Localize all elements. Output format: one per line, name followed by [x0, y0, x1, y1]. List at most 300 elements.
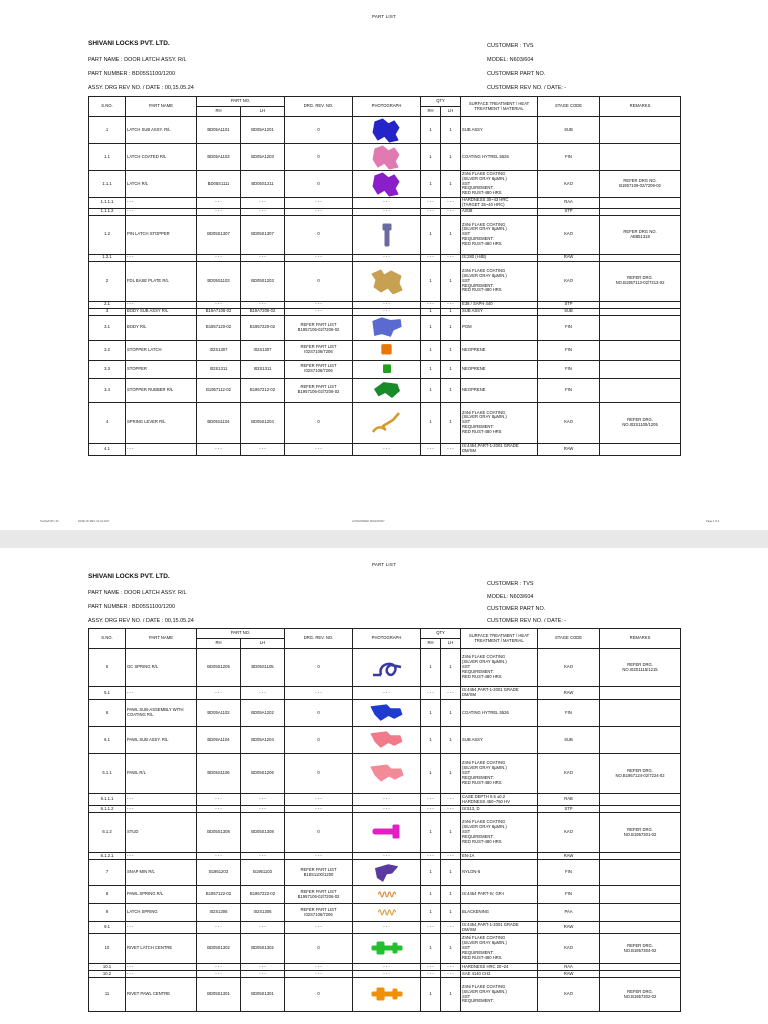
cell-part-no-lh: BD05S1308 — [241, 813, 285, 853]
cell-stage-code: FIN — [538, 340, 600, 360]
cell-part-name: - - - — [126, 794, 197, 806]
cell-photograph — [353, 978, 421, 1012]
cell-part-no-lh: BD05S1301 — [241, 978, 285, 1012]
cell-surface-treatment: IS:4454,PART-1-2001 GRADE DM/SM — [461, 687, 538, 700]
cell-part-no-lh: - - - — [241, 687, 285, 700]
part-photo-image — [374, 341, 399, 359]
cell-sno: 10 — [89, 934, 126, 964]
cell-surface-treatment: IS:513, D — [461, 806, 538, 813]
cell-part-no-rh: BD05A1103 — [197, 144, 241, 171]
cell-stage-code: RAW — [538, 922, 600, 934]
header-rh: RH — [197, 107, 241, 117]
cell-remarks — [600, 315, 681, 340]
cell-stage-code: KAO — [538, 978, 600, 1012]
cell-sno: 6.1.2 — [89, 813, 126, 853]
footer-rev-date: DATE OF REV: 01.01.2017 — [78, 520, 110, 523]
cell-sno: 1.1.1.2 — [89, 208, 126, 215]
header-part-name: PART NAME — [126, 629, 197, 649]
cell-stage-code: KAO — [538, 754, 600, 794]
cell-stage-code: KAO — [538, 402, 600, 443]
cell-drg-rev: - - - — [285, 794, 353, 806]
cell-part-no-rh: BD05S1302 — [197, 934, 241, 964]
cell-part-no-rh: B1951203 — [197, 860, 241, 886]
cell-qty-rh: 1 — [421, 378, 441, 402]
cell-part-name: LATCH COATED R/L — [126, 144, 197, 171]
page-2 — [0, 548, 768, 1024]
table-row — [89, 700, 681, 727]
cell-qty-lh: - - - — [441, 198, 461, 209]
cell-qty-rh: - - - — [421, 853, 441, 860]
cell-sno: 9.1 — [89, 922, 126, 934]
cell-part-no-rh: BD05S1308 — [197, 813, 241, 853]
cell-part-no-rh: - - - — [197, 806, 241, 813]
cell-sno: 1.2.1 — [89, 254, 126, 261]
part-photo-image — [369, 820, 405, 846]
cell-remarks — [600, 208, 681, 215]
header-sno: S.NO. — [89, 629, 126, 649]
cell-photograph — [353, 144, 421, 171]
cell-qty-rh: - - - — [421, 964, 441, 971]
cell-part-no-lh: B1957220-02 — [241, 315, 285, 340]
cell-qty-rh: 1 — [421, 171, 441, 198]
header-part-no: PART NO. — [197, 97, 285, 107]
cell-part-no-rh: BD05A1101 — [197, 117, 241, 144]
part-photo-image — [369, 655, 405, 681]
cell-drg-rev: - - - — [285, 254, 353, 261]
cell-sno: 1 — [89, 117, 126, 144]
part-photo-image — [369, 410, 405, 436]
cell-stage-code: FIN — [538, 886, 600, 904]
cell-part-name: PAWL SPRING R/L — [126, 886, 197, 904]
cell-photograph — [353, 860, 421, 886]
cell-photograph — [353, 700, 421, 727]
cell-part-no-rh: B1957122-02 — [197, 886, 241, 904]
cell-surface-treatment: SUB ASSY — [461, 117, 538, 144]
cell-surface-treatment: ZnNi FLAKE COATING (SILVER GRAY 8µMIN.) SST REQUIREMENT: RED RUST-480 HRS — [461, 813, 538, 853]
cell-qty-lh: 1 — [441, 727, 461, 754]
cell-qty-lh: - - - — [441, 254, 461, 261]
cell-surface-treatment: POM — [461, 315, 538, 340]
cell-part-name: LATCH SUB ASSY. R/L — [126, 117, 197, 144]
cell-sno: 11 — [89, 978, 126, 1012]
cell-part-name: - - - — [126, 443, 197, 455]
cell-part-no-rh: I02S1311 — [197, 360, 241, 378]
cell-surface-treatment: E38 / SAPH 440 — [461, 301, 538, 308]
cell-sno: 5.1 — [89, 687, 126, 700]
table-row — [89, 171, 681, 198]
header-photograph: PHOTOGRAPH — [353, 629, 421, 649]
cell-part-no-lh: BD05S1307 — [241, 215, 285, 254]
cell-surface-treatment: ZnNi FLAKE COATING (SILVER GRAY 8µMIN.) SST REQUIREMENT: — [461, 978, 538, 1012]
cell-sno: 6 — [89, 700, 126, 727]
cell-photograph — [353, 649, 421, 687]
cell-surface-treatment: COATING HYTREL 5526 — [461, 144, 538, 171]
cell-qty-lh: 1 — [441, 978, 461, 1012]
table-row — [89, 853, 681, 860]
footer-signatory: AUTHORISED SIGNATORY — [352, 520, 385, 523]
table-row — [89, 315, 681, 340]
cell-drg-rev: 0 — [285, 261, 353, 301]
cell-part-name: RIVET LATCH CENTRE — [126, 934, 197, 964]
cell-photograph — [353, 378, 421, 402]
cell-part-name: - - - — [126, 971, 197, 978]
cell-qty-lh: 1 — [441, 813, 461, 853]
cell-part-name: - - - — [126, 922, 197, 934]
cell-remarks: REFER DRG NO. B1957109-02/7209-02 — [600, 171, 681, 198]
header-qty: QTY — [421, 97, 461, 107]
doc-title: PART LIST — [371, 14, 397, 19]
header-qty-rh: RH — [421, 107, 441, 117]
cell-remarks — [600, 727, 681, 754]
cell-part-no-rh: - - - — [197, 922, 241, 934]
cell-qty-lh: - - - — [441, 806, 461, 813]
customer: CUSTOMER : TVS — [487, 43, 534, 49]
cell-photograph: - - - — [353, 208, 421, 215]
cell-stage-code: KAO — [538, 934, 600, 964]
cell-stage-code: FIN — [538, 860, 600, 886]
cell-remarks: REFER DRG. NO.B1957113-02/7213-02 — [600, 261, 681, 301]
cell-photograph: - - - — [353, 964, 421, 971]
cell-drg-rev: - - - — [285, 853, 353, 860]
cell-qty-rh: - - - — [421, 254, 441, 261]
cell-sno: 4 — [89, 402, 126, 443]
cell-stage-code: RAW — [538, 443, 600, 455]
cell-drg-rev: - - - — [285, 208, 353, 215]
cell-sno: 6.1 — [89, 727, 126, 754]
cell-surface-treatment: IS:4454 PART-IV, GR-I — [461, 886, 538, 904]
part-name: PART NAME : DOOR LATCH ASSY. R/L — [88, 57, 187, 63]
table-row — [89, 254, 681, 261]
cell-photograph: - - - — [353, 806, 421, 813]
cell-part-no-lh: - - - — [241, 301, 285, 308]
header-lh: LH — [241, 639, 285, 649]
cell-stage-code: SUB — [538, 117, 600, 144]
cell-surface-treatment: IS:4454,PART-1-2001 GRADE DM/SM — [461, 443, 538, 455]
cell-stage-code: RAW — [538, 687, 600, 700]
cell-sno: 3.3 — [89, 360, 126, 378]
table-row — [89, 340, 681, 360]
company-name: SHIVANI LOCKS PVT. LTD. — [88, 573, 170, 580]
cell-surface-treatment: AISI8 — [461, 208, 538, 215]
cell-part-no-rh: - - - — [197, 794, 241, 806]
cell-stage-code: SUB — [538, 308, 600, 315]
cell-part-name: - - - — [126, 254, 197, 261]
table-row — [89, 754, 681, 794]
cell-surface-treatment: NEOPRENE — [461, 360, 538, 378]
table-row — [89, 308, 681, 315]
cell-qty-lh: - - - — [441, 443, 461, 455]
cell-sno: 8 — [89, 886, 126, 904]
cell-drg-rev: 0 — [285, 402, 353, 443]
table-row — [89, 402, 681, 443]
cell-surface-treatment: EN-1A — [461, 853, 538, 860]
cell-remarks — [600, 922, 681, 934]
cell-photograph — [353, 813, 421, 853]
part-photo-image — [369, 761, 405, 787]
table-row — [89, 886, 681, 904]
cell-surface-treatment: ZnNi FLAKE COATING (SILVER GRAY 8µMIN.) SST REQUIREMENT: RED RUST-480 HRS — [461, 934, 538, 964]
table-row — [89, 687, 681, 700]
cell-stage-code: RAW — [538, 853, 600, 860]
table-row — [89, 208, 681, 215]
model: MODEL: N603/604 — [487, 594, 534, 600]
cell-remarks — [600, 687, 681, 700]
header-sno: S.NO. — [89, 97, 126, 117]
cell-part-name: - - - — [126, 687, 197, 700]
cell-remarks — [600, 806, 681, 813]
table-row — [89, 215, 681, 254]
table-row — [89, 964, 681, 971]
header-drg-rev: DRG. REV. NO. — [285, 629, 353, 649]
cell-part-name: - - - — [126, 806, 197, 813]
cell-drg-rev: REFER PART LIST B1957106-02/7206-02 — [285, 378, 353, 402]
cell-qty-rh: 1 — [421, 754, 441, 794]
cell-part-no-lh: B1957222-02 — [241, 886, 285, 904]
table-row — [89, 922, 681, 934]
cell-remarks — [600, 904, 681, 922]
cell-qty-rh: 1 — [421, 360, 441, 378]
part-photo-image — [369, 728, 404, 753]
cell-part-no-lh: - - - — [241, 254, 285, 261]
part-photo-image — [372, 379, 402, 401]
cell-sno: 1.1.1 — [89, 171, 126, 198]
cell-drg-rev: - - - — [285, 971, 353, 978]
cell-drg-rev: REFER PART LIST I02S7106/7206 — [285, 340, 353, 360]
cell-sno: 3.4 — [89, 378, 126, 402]
cell-stage-code: RAA — [538, 198, 600, 209]
cell-qty-rh: 1 — [421, 886, 441, 904]
cell-qty-lh: - - - — [441, 964, 461, 971]
cell-part-no-rh: I02S1307 — [197, 340, 241, 360]
cell-remarks — [600, 308, 681, 315]
cell-photograph — [353, 727, 421, 754]
assy-rev: ASSY. DRG REV NO. / DATE : 00,15.05.24 — [88, 618, 194, 624]
cell-sno: 1.1 — [89, 144, 126, 171]
table-row — [89, 443, 681, 455]
cell-part-no-rh: B1957120-02 — [197, 315, 241, 340]
cell-qty-lh: - - - — [441, 687, 461, 700]
cell-part-no-rh: B19A7106-02 — [197, 308, 241, 315]
cell-stage-code: FIN — [538, 315, 600, 340]
cell-part-no-lh: - - - — [241, 922, 285, 934]
header-qty-rh: RH — [421, 639, 441, 649]
cell-part-no-lh: - - - — [241, 794, 285, 806]
cell-qty-rh: - - - — [421, 794, 441, 806]
cell-part-name: PAWL R/L — [126, 754, 197, 794]
cell-part-name: SNAP MIN R/L — [126, 860, 197, 886]
cell-photograph — [353, 934, 421, 964]
cell-photograph — [353, 215, 421, 254]
cell-qty-lh: 1 — [441, 171, 461, 198]
part-photo-image — [369, 172, 404, 197]
cell-part-name: STOPPER — [126, 360, 197, 378]
table-row — [89, 934, 681, 964]
cell-qty-lh: - - - — [441, 971, 461, 978]
table-row — [89, 261, 681, 301]
cell-stage-code: STP — [538, 301, 600, 308]
cell-stage-code: RAW — [538, 971, 600, 978]
cell-remarks: REFER DRG. NO.B1957124-02/7224-02 — [600, 754, 681, 794]
cell-part-no-rh: - - - — [197, 853, 241, 860]
cell-part-no-lh: I02S1311 — [241, 360, 285, 378]
cell-part-no-rh: BD05A1102 — [197, 700, 241, 727]
cell-part-no-lh: I02S1307 — [241, 340, 285, 360]
customer-part-no: CUSTOMER PART NO. — [487, 71, 546, 77]
cell-remarks — [600, 378, 681, 402]
cell-part-no-lh: BD05S1105 — [241, 649, 285, 687]
cell-sno: 6.1.1.2 — [89, 806, 126, 813]
cell-surface-treatment: IS:4454,PART-1-2001 GRADE DM/SM — [461, 922, 538, 934]
cell-stage-code: RAW — [538, 254, 600, 261]
cell-surface-treatment: ZnNi FLAKE COATING (SILVER GRAY 8µMIN.) SST REQUIREMENT: RED RUST-480 HRS — [461, 215, 538, 254]
cell-qty-rh: 1 — [421, 117, 441, 144]
cell-qty-rh: 1 — [421, 727, 441, 754]
cell-part-name: FDL BASE PLATE R/L — [126, 261, 197, 301]
footer-form-no: SL/QA/F/45 / 02 — [40, 520, 59, 523]
cell-part-no-rh: - - - — [197, 208, 241, 215]
cell-part-no-lh: BD05S1211 — [241, 171, 285, 198]
cell-part-name: BODY R/L — [126, 315, 197, 340]
cell-remarks — [600, 198, 681, 209]
parts-table — [88, 628, 681, 1012]
cell-qty-rh: - - - — [421, 922, 441, 934]
cell-remarks — [600, 971, 681, 978]
footer-page: Page 1 of 4 — [706, 520, 720, 523]
cell-part-no-lh: - - - — [241, 443, 285, 455]
cell-surface-treatment: SUB ASSY — [461, 308, 538, 315]
cell-photograph — [353, 171, 421, 198]
part-photo-image — [369, 982, 405, 1008]
cell-sno: 1.2 — [89, 215, 126, 254]
cell-qty-lh: 1 — [441, 754, 461, 794]
cell-remarks — [600, 360, 681, 378]
cell-part-no-rh: - - - — [197, 971, 241, 978]
header-stage-code: STAGE CODE — [538, 629, 600, 649]
cell-qty-lh: - - - — [441, 853, 461, 860]
cell-qty-lh: - - - — [441, 922, 461, 934]
cell-remarks: REFER DRG. NO.I02S1115/1215 — [600, 649, 681, 687]
cell-drg-rev: - - - — [285, 806, 353, 813]
cell-remarks: REFER DRG NO. AB851318 — [600, 215, 681, 254]
cell-remarks: REFER DRG. NO.I02S1105/1205 — [600, 402, 681, 443]
cell-photograph — [353, 886, 421, 904]
header-lh: LH — [241, 107, 285, 117]
cell-part-name: OC SPRING R/L — [126, 649, 197, 687]
cell-photograph: - - - — [353, 687, 421, 700]
table-row — [89, 727, 681, 754]
cell-qty-lh: 1 — [441, 934, 461, 964]
cell-part-no-lh: - - - — [241, 198, 285, 209]
cell-part-no-lh: BD05S1203 — [241, 261, 285, 301]
cell-remarks — [600, 117, 681, 144]
cell-drg-rev: - - - — [285, 964, 353, 971]
cell-drg-rev: 0 — [285, 727, 353, 754]
cell-part-no-lh: BD05A1204 — [241, 727, 285, 754]
cell-stage-code: KAO — [538, 261, 600, 301]
cell-qty-rh: 1 — [421, 315, 441, 340]
table-row — [89, 971, 681, 978]
cell-surface-treatment: ZnNi FLAKE COATING (SILVER GRAY 8µMIN.) SST REQUIREMENT: RED RUST-480 HRS — [461, 402, 538, 443]
cell-remarks — [600, 254, 681, 261]
cell-qty-lh: 1 — [441, 308, 461, 315]
table-row — [89, 117, 681, 144]
cell-qty-rh: - - - — [421, 301, 441, 308]
cell-qty-lh: 1 — [441, 340, 461, 360]
header-photograph: PHOTOGRAPH — [353, 97, 421, 117]
cell-sno: 6.1.2.1 — [89, 853, 126, 860]
cell-part-no-lh: I02S1306 — [241, 904, 285, 922]
cell-photograph — [353, 261, 421, 301]
cell-remarks — [600, 443, 681, 455]
header-rh: RH — [197, 639, 241, 649]
cell-drg-rev: 0 — [285, 117, 353, 144]
cell-photograph — [353, 754, 421, 794]
cell-drg-rev: REFER PART LIST I02S7106/7206 — [285, 360, 353, 378]
cell-qty-rh: - - - — [421, 806, 441, 813]
cell-part-no-rh: - - - — [197, 301, 241, 308]
cell-qty-lh: 1 — [441, 261, 461, 301]
cell-surface-treatment: BLACKENING — [461, 904, 538, 922]
cell-stage-code: RAA — [538, 964, 600, 971]
cell-photograph — [353, 904, 421, 922]
cell-stage-code: STP — [538, 208, 600, 215]
table-row — [89, 301, 681, 308]
cell-part-name: - - - — [126, 301, 197, 308]
cell-qty-rh: 1 — [421, 860, 441, 886]
cell-part-no-rh: BD05S1104 — [197, 402, 241, 443]
cell-part-no-rh: I02S1306 — [197, 904, 241, 922]
cell-stage-code: PAA — [538, 904, 600, 922]
cell-sno: 3.1 — [89, 315, 126, 340]
cell-surface-treatment: NEOPRENE — [461, 340, 538, 360]
cell-drg-rev: - - - — [285, 308, 353, 315]
cell-photograph: - - - — [353, 301, 421, 308]
cell-qty-rh: 1 — [421, 308, 441, 315]
cell-stage-code: KAO — [538, 649, 600, 687]
cell-part-no-lh: B19A7206-02 — [241, 308, 285, 315]
cell-stage-code: KAO — [538, 171, 600, 198]
cell-qty-lh: - - - — [441, 794, 461, 806]
cell-part-name: SPRING LEVER R/L — [126, 402, 197, 443]
cell-photograph: - - - — [353, 922, 421, 934]
cell-part-no-rh: BD05S1106 — [197, 754, 241, 794]
cell-qty-rh: 1 — [421, 904, 441, 922]
cell-surface-treatment: SAE 4140 CH2 — [461, 971, 538, 978]
cell-part-name: - - - — [126, 208, 197, 215]
cell-part-no-rh: - - - — [197, 687, 241, 700]
cell-surface-treatment: IS:280 (H4B) — [461, 254, 538, 261]
part-photo-image — [369, 268, 405, 294]
cell-drg-rev: 0 — [285, 934, 353, 964]
cell-part-name: - - - — [126, 964, 197, 971]
cell-surface-treatment: ZnNi FLAKE COATING (SILVER GRAY 8µMIN.) SST REQUIREMENT: RED RUST-480 HRS — [461, 754, 538, 794]
cell-stage-code: FIN — [538, 360, 600, 378]
customer-part-no: CUSTOMER PART NO. — [487, 606, 546, 612]
cell-qty-rh: 1 — [421, 144, 441, 171]
cell-part-no-lh: - - - — [241, 208, 285, 215]
customer: CUSTOMER : TVS — [487, 581, 534, 587]
table-row — [89, 806, 681, 813]
cell-stage-code: FIN — [538, 700, 600, 727]
cell-sno: 10.1 — [89, 964, 126, 971]
cell-drg-rev: 0 — [285, 754, 353, 794]
cell-part-no-lh: BD05S1204 — [241, 402, 285, 443]
header-qty-lh: LH — [441, 639, 461, 649]
cell-drg-rev: REFER PART LIST B18S1100/1200 — [285, 860, 353, 886]
cell-drg-rev: 0 — [285, 144, 353, 171]
cell-part-no-rh: B1957112-02 — [197, 378, 241, 402]
table-row — [89, 360, 681, 378]
